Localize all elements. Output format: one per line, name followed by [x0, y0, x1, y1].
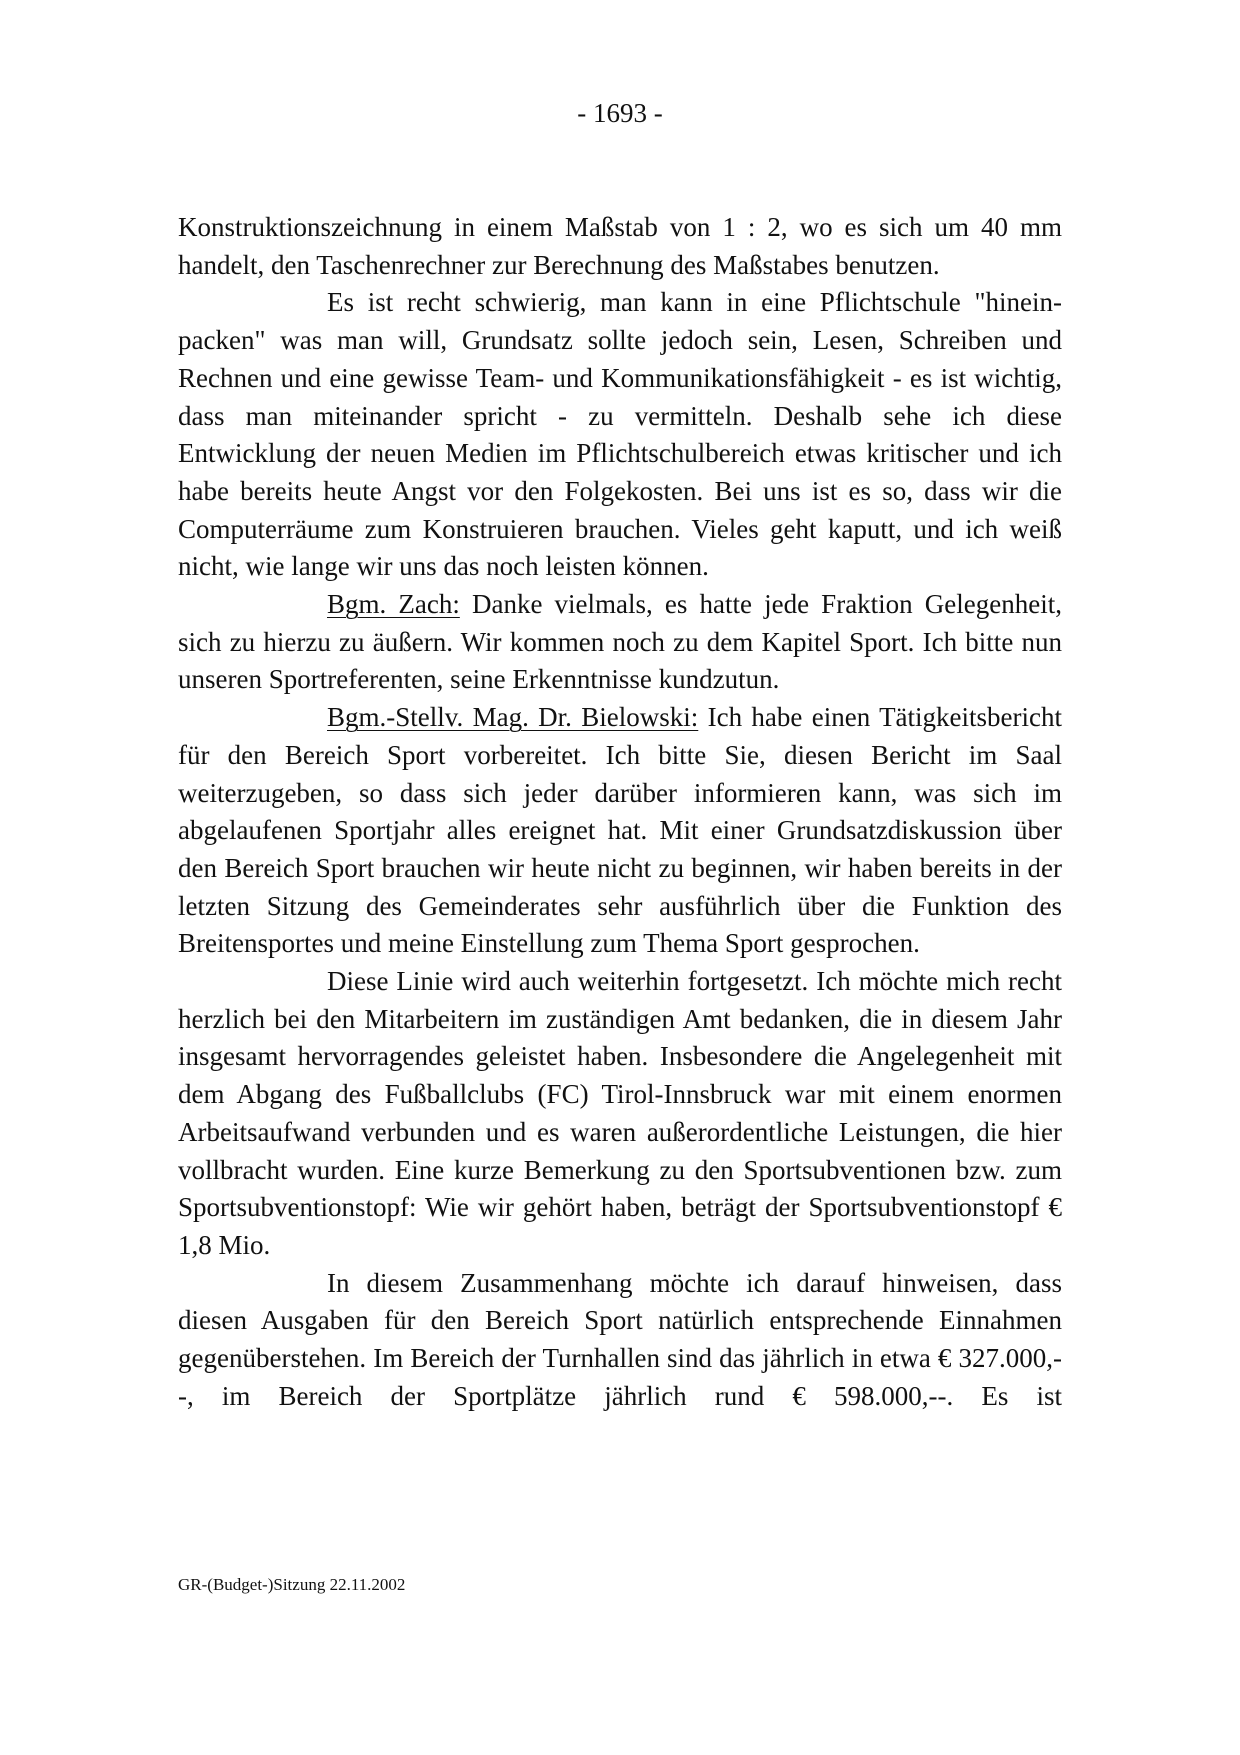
- speech-text: Danke vielmals, es hatte jede Fraktion Gelegenheit, sich zu hierzu zu äußern. Wir kommen noch zu dem Kapitel Sport. Ich bitte nun unseren Sportreferenten, seine Erkenntnisse kundzutun.: [178, 589, 1062, 695]
- document-body: [178, 209, 1062, 1416]
- paragraph-linie: Diese Linie wird auch weiterhin fortgesetzt. Ich möchte mich recht herzlich bei den Mitarbeitern im zuständigen Amt bedanken, die in diesem Jahr insgesamt hervorragendes geleistet haben. Insbesondere die Angelegenheit mit dem Abgang des Fußballclubs (FC) Tirol-Innsbruck war mit einem enormen Arbeitsaufwand verbunden und es waren außerordentliche Leistungen, die hier vollbracht wurden. Eine kurze Bemerkung zu den Sportsubventionen bzw. zum Sportsubventionstopf: Wie wir gehört haben, beträgt der Sportsubventionstopf € 1,8 Mio.: [178, 966, 1062, 1260]
- speaker-name: Bgm.-Stellv. Mag. Dr. Bielowski:: [327, 702, 699, 733]
- paragraph-zusammenhang: In diesem Zusammenhang möchte ich darauf hinweisen, dass diesen Ausgaben für den Bereich Sport natürlich entsprechende Einnahmen gegenüberstehen. Im Bereich der Turnhallen sind das jährlich in etwa € 327.000,--, im Bereich der Sportplätze jährlich rund € 598.000,--. Es ist: [178, 1267, 1062, 1411]
- paragraph-pflichtschule: Es ist recht schwierig, man kann in eine Pflichtschule "hineinpacken" was man will, Grundsatz sollte jedoch sein, Lesen, Schreiben und Rechnen und eine gewisse Team- und Kommunikationsfähigkeit - es ist wichtig, dass man miteinander spricht - zu vermitteln. Deshalb sehe ich diese Entwicklung der neuen Medien im Pflichtschulbereich etwas kritischer und ich habe bereits heute Angst vor den Folgekosten. Bei uns ist es so, dass wir die Computerräume zum Konstruieren brauchen. Vieles geht kaputt, und ich weiß nicht, wie lange wir uns das noch leisten können.: [178, 287, 1062, 582]
- paragraph-bgm-zach: [178, 586, 1062, 699]
- paragraph-continuation: Konstruktionszeichnung in einem Maßstab von 1 : 2, wo es sich um 40 mm handelt, den Taschenrechner zur Berechnung des Maßstabes benutzen.: [178, 212, 1062, 280]
- footer-session-label: GR-(Budget-)Sitzung 22.11.2002: [178, 1575, 406, 1594]
- speaker-name: Bgm. Zach:: [327, 589, 460, 620]
- page-number: - 1693 -: [577, 98, 663, 128]
- paragraph-bielowski: [178, 699, 1062, 963]
- speech-text: Ich habe einen Tätigkeitsbericht für den Bereich Sport vorbereitet. Ich bitte Sie, diesen Bericht im Saal weiterzugeben, so dass sich jeder darüber informieren kann, was sich im abgelaufenen Sportjahr alles ereignet hat. Mit einer Grundsatzdiskussion über den Bereich Sport brauchen wir heute nicht zu beginnen, wir haben bereits in der letzten Sitzung des Gemeinderates sehr ausführlich über die Funktion des Breitensportes und meine Einstellung zum Thema Sport gesprochen.: [178, 702, 1062, 959]
